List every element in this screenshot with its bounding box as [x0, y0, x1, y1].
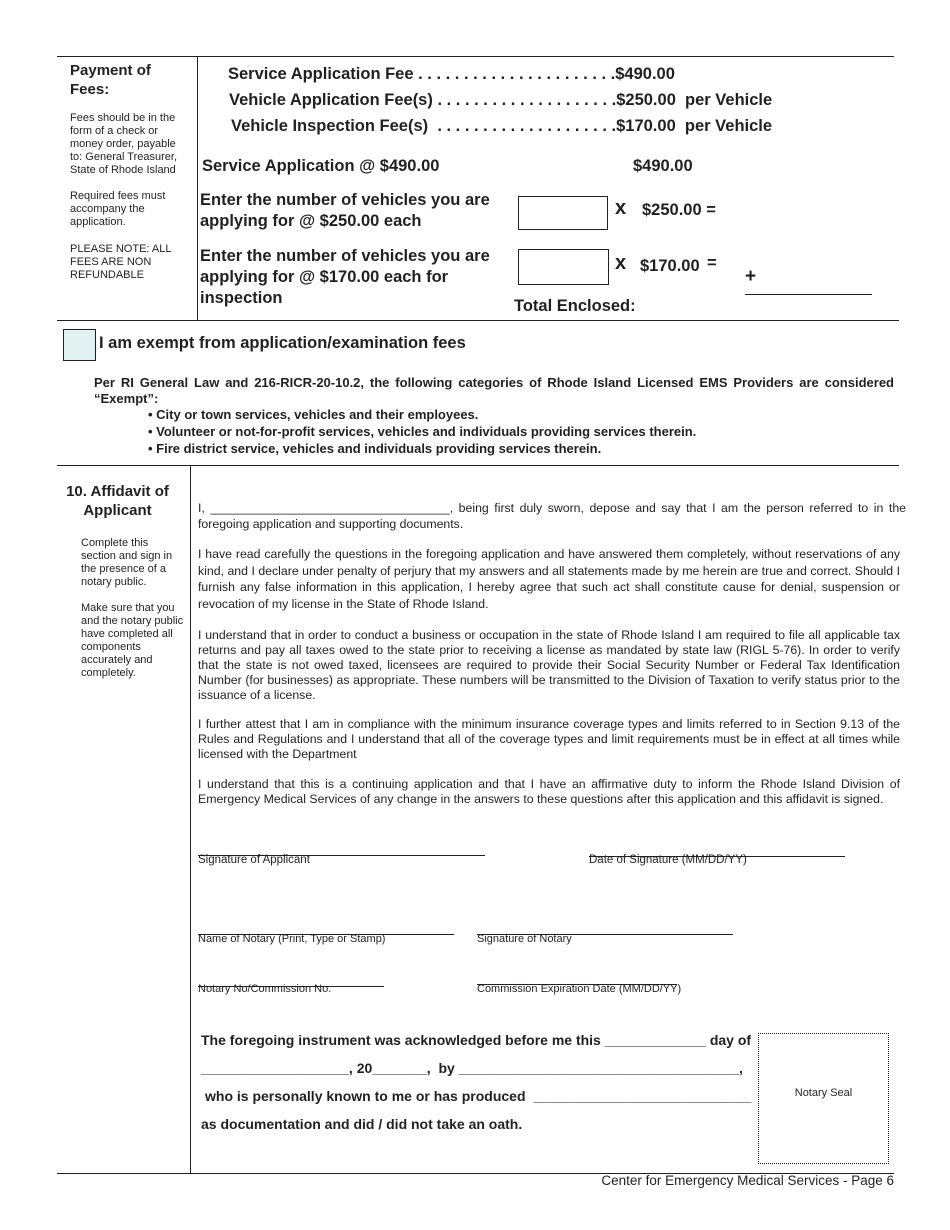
fee-service-application: Service Application Fee . . . . . . . . . . . . . . . . . . . . . .$490.00	[228, 65, 675, 83]
inspection-equals: =	[707, 254, 717, 272]
affidavit-heading: 10. Affidavit of Applicant	[66, 483, 169, 519]
exempt-checkbox-label: I am exempt from application/examination fees	[99, 334, 466, 352]
applicant-signature-label: Signature of Applicant	[198, 854, 310, 866]
signature-date-label: Date of Signature (MM/DD/YY)	[589, 854, 747, 866]
service-application-amount: $490.00	[633, 157, 693, 175]
exempt-bottom-rule	[57, 465, 899, 466]
affidavit-para-sworn: I, ___________________________________, being first duly sworn, depose and say that I am the person referred to in the foregoing application and supporting documents.	[198, 501, 906, 531]
fees-note-nonrefundable: PLEASE NOTE: ALL FEES ARE NON REFUNDABLE	[70, 243, 172, 281]
fees-heading: Payment of Fees:	[70, 62, 151, 98]
fees-note-required: Required fees must accompany the application.	[70, 190, 166, 228]
affidavit-note-notary: Complete this section and sign in the presence of a notary public.	[81, 537, 173, 588]
inspection-multiplier: x	[615, 252, 627, 274]
exempt-law-text: Per RI General Law and 216-RICR-20-10.2, the following categories of Rhode Island Licensed EMS Providers are considered “Exempt”:	[94, 375, 894, 406]
notary-number-label: Notary No/Commission No.	[198, 983, 332, 995]
inspection-count-input[interactable]	[518, 249, 609, 285]
acknowledgement-line-3[interactable]: who is personally known to me or has produced ____________________________	[205, 1088, 752, 1104]
fees-note-payable: Fees should be in the form of a check or money order, payable to: General Treasurer, State of Rhode Island	[70, 112, 177, 176]
affidavit-divider	[190, 465, 191, 1173]
affidavit-note-complete: Make sure that you and the notary public have completed all components accurately and completely.	[81, 602, 184, 679]
acknowledgement-line-1[interactable]: The foregoing instrument was acknowledged before me this _____________ day of	[201, 1032, 752, 1048]
affidavit-para-perjury: I have read carefully the questions in the foregoing application and have answered them completely, without reservations of any kind, and I declare under penalty of perjury that my answers and all statements made by me herein are true and correct. Should I furnish any false information in this application, I hereby agree that such act shall constitute cause for denial, suspension or revocation of my license in the State of Rhode Island.	[198, 547, 900, 611]
total-enclosed-line[interactable]	[745, 294, 872, 295]
inspection-rate: $170.00	[640, 257, 700, 275]
plus-sign: +	[745, 266, 757, 287]
fees-bottom-rule	[57, 320, 899, 321]
affidavit-para-taxes: I understand that in order to conduct a business or occupation in the state of Rhode Island I am required to file all applicable tax returns and pay all taxes owed to the state prior to receiving a license as mandated by state law (RIGL 5-76). In order to verify that the state is not owed taxed, licensees are required to provide their Social Security Number or Federal Tax Identification Number (for businesses) as appropriate. These numbers will be transmitted to the Division of Taxation to verify status prior to the issuance of a license.	[198, 628, 900, 702]
notary-name-label: Name of Notary (Print, Type or Stamp)	[198, 933, 386, 945]
exempt-bullet-fire: • Fire district service, vehicles and individuals providing services therein.	[148, 441, 602, 456]
exempt-bullet-volunteer: • Volunteer or not-for-profit services, vehicles and individuals providing services therein.	[148, 424, 697, 439]
affidavit-para-insurance: I further attest that I am in compliance with the minimum insurance coverage types and limits referred to in Section 9.13 of the Rules and Regulations and I understand that all of the coverage types and limit requirements must be in effect at all times while licensed with the Department	[198, 717, 900, 761]
acknowledgement-line-4: as documentation and did / did not take an oath.	[201, 1116, 523, 1132]
fees-divider	[197, 56, 198, 320]
fee-vehicle-inspection: Vehicle Inspection Fee(s) . . . . . . . . . . . . . . . . . . . .$170.00 per Vehicle	[231, 117, 773, 135]
vehicles-rate: $250.00 =	[642, 201, 716, 219]
commission-expiration-label: Commission Expiration Date (MM/DD/YY)	[477, 983, 682, 995]
total-enclosed-label: Total Enclosed:	[514, 297, 636, 315]
notary-seal-box	[758, 1033, 889, 1164]
notary-signature-label: Signature of Notary	[477, 933, 572, 945]
notary-seal-label: Notary Seal	[794, 1087, 853, 1099]
affidavit-para-continuing: I understand that this is a continuing application and that I have an affirmative duty to inform the Rhode Island Division of Emergency Medical Services of any change in the answers to these questions after this application and this affidavit is signed.	[198, 777, 900, 806]
inspection-prompt: Enter the number of vehicles you are applying for @ $170.00 each for inspection	[200, 247, 490, 307]
footer-text: Center for Emergency Medical Services - Page 6	[601, 1173, 894, 1188]
vehicles-prompt: Enter the number of vehicles you are applying for @ $250.00 each	[200, 191, 490, 230]
fee-vehicle-application: Vehicle Application Fee(s) . . . . . . . . . . . . . . . . . . . .$250.00 per Vehicle	[229, 91, 773, 109]
exempt-checkbox[interactable]	[63, 329, 96, 361]
top-rule	[57, 56, 894, 57]
vehicles-multiplier: x	[615, 197, 627, 219]
vehicle-count-input[interactable]	[518, 196, 608, 230]
service-application-label: Service Application @ $490.00	[202, 157, 440, 175]
acknowledgement-line-2[interactable]: ___________________, 20_______, by ____________________________________,	[201, 1060, 743, 1076]
exempt-bullet-city: • City or town services, vehicles and their employees.	[148, 407, 479, 422]
